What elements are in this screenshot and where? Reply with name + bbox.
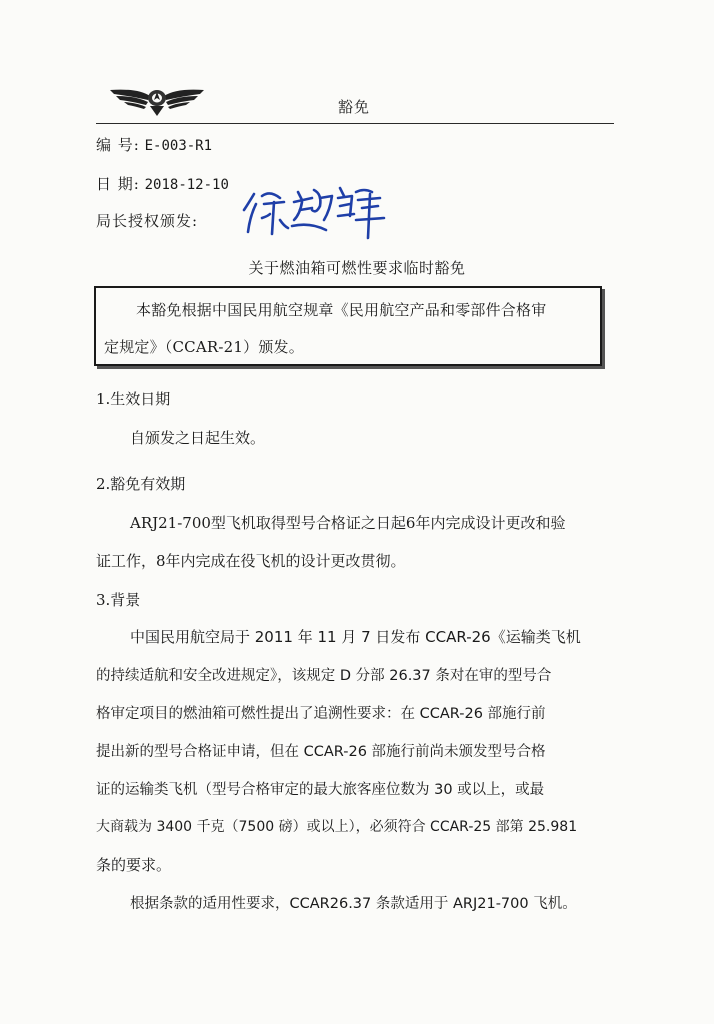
section-3-heading: 3.背景 [96,591,141,609]
notice-line-2: 定规定》（CCAR-21）颁发。 [104,338,304,356]
handwritten-signature [240,180,390,242]
section-3-p2-line-1: 根据条款的适用性要求，CCAR26.37 条款适用于 ARJ21-700 飞机。 [130,896,577,912]
section-2-heading: 2.豁免有效期 [96,475,186,493]
section-3-p1-line-4: 提出新的型号合格证申请，但在 CCAR-26 部施行前尚未颁发型号合格 [96,744,546,760]
document-number-row [96,134,212,155]
document-date-value: 2018-12-10 [144,177,229,193]
section-1-text: 自颁发之日起生效。 [130,429,266,447]
notice-line-1: 本豁免根据中国民用航空规章《民用航空产品和零部件合格审 [136,301,547,319]
section-1-heading: 1.生效日期 [96,390,171,408]
header-title: 豁免 [338,98,371,116]
authorized-by-label: 局长授权颁发: [96,212,199,230]
document-number-label: 编 号: [96,136,140,154]
authorized-by-row [96,210,198,231]
section-3-p1-line-3: 格审定项目的燃油箱可燃性提出了追溯性要求：在 CCAR-26 部施行前 [96,706,546,722]
document-number-value: E-003-R1 [144,138,213,154]
document-date-label: 日 期: [96,175,140,193]
section-3-p1-line-5: 证的运输类飞机（型号合格审定的最大旅客座位数为 30 或以上，或最 [96,782,545,798]
section-2-line-1: ARJ21-700型飞机取得型号合格证之日起6年内完成设计更改和验 [130,514,566,532]
section-3-p1-line-1: 中国民用航空局于 2011 年 11 月 7 日发布 CCAR-26《运输类飞机 [130,628,581,646]
section-2-line-2: 证工作，8年内完成在役飞机的设计更改贯彻。 [96,552,406,570]
section-3-p1-line-7: 条的要求。 [96,856,172,874]
document-date-row [96,173,229,194]
caac-wings-logo-icon [108,82,206,118]
document-title: 关于燃油箱可燃性要求临时豁免 [248,259,466,277]
issuance-notice-box [94,286,602,366]
header-divider [96,123,614,124]
section-3-p1-line-2: 的持续适航和安全改进规定》，该规定 D 分部 26.37 条对在审的型号合 [96,668,552,684]
section-3-p1-line-6: 大商载为 3400 千克（7500 磅）或以上），必须符合 CCAR-25 部第 25.981 [96,819,578,835]
